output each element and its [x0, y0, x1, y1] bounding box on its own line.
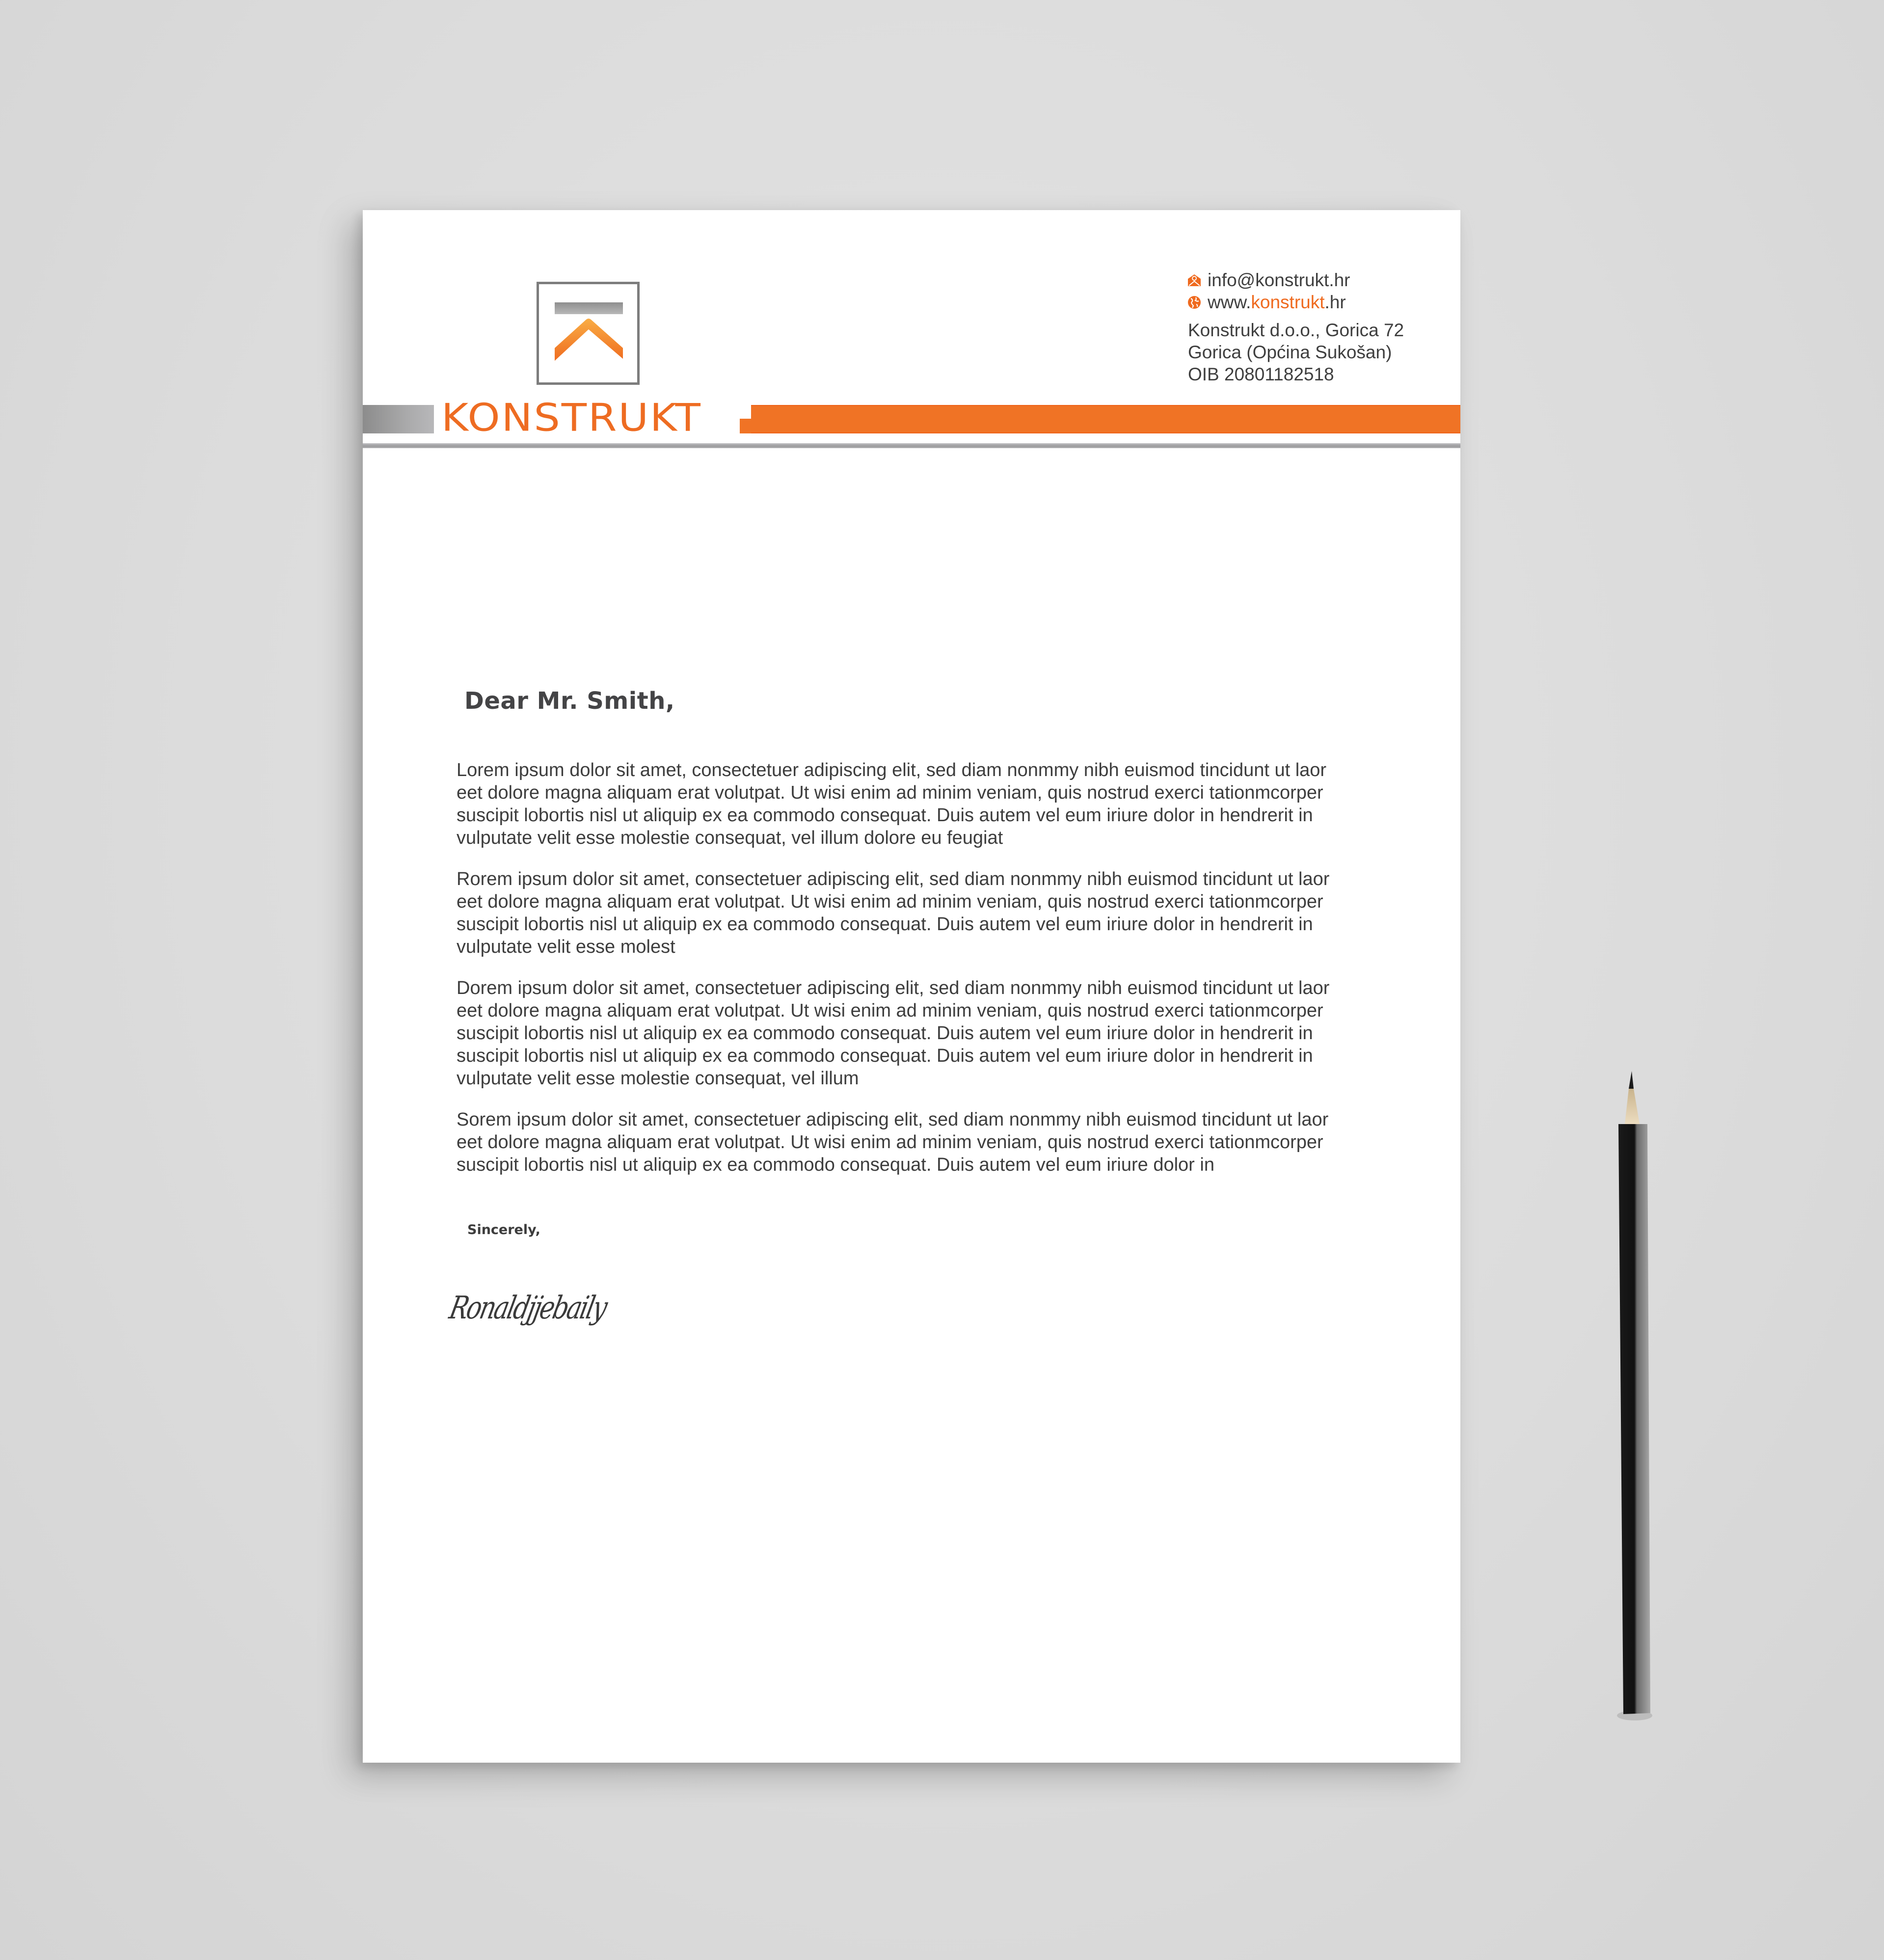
text-line: eet dolore magna aliquam erat volutpat. Ut wisi enim ad minim veniam, quis nostrud exerci tationmcorper	[457, 782, 1323, 803]
header-band-gray	[363, 405, 434, 433]
contact-block	[1187, 269, 1404, 385]
paragraph	[457, 1108, 1362, 1176]
closing: Sincerely,	[467, 1222, 540, 1237]
text-line: eet dolore magna aliquam erat volutpat. Ut wisi enim ad minim veniam, quis nostrud exerci tationmcorper	[457, 1000, 1323, 1021]
company-oib: OIB 20801182518	[1188, 364, 1334, 384]
salutation: Dear Mr. Smith,	[464, 687, 675, 715]
text-line: suscipit lobortis nisl ut aliquip ex ea commodo consequat. Duis autem vel eum iriure dolor in	[457, 1155, 1214, 1175]
text-line: vulputate velit esse molestie consequat, vel illum	[457, 1068, 859, 1089]
signature: Ronaldjjebaily	[446, 1290, 610, 1326]
text-line: eet dolore magna aliquam erat volutpat. Ut wisi enim ad minim veniam, quis nostrud exerci tationmcorper	[457, 1132, 1323, 1153]
roof-chevron-logo-icon	[539, 284, 637, 382]
text-line: vulputate velit esse molest	[457, 937, 675, 957]
paragraph	[457, 868, 1362, 958]
text-line: Lorem ipsum dolor sit amet, consectetuer adipiscing elit, sed diam nonmmy nibh euismod tincidunt ut laor	[457, 760, 1327, 780]
header-band-orange	[751, 405, 1460, 433]
paragraph	[457, 759, 1362, 849]
brand-name: KONSTRUKT	[441, 395, 702, 440]
logo-box	[537, 282, 640, 385]
contact-email	[1187, 269, 1404, 291]
contact-website	[1187, 291, 1404, 313]
paragraph	[457, 977, 1362, 1090]
text-line: suscipit lobortis nisl ut aliquip ex ea commodo consequat. Duis autem vel eum iriure dolor in hendrerit in	[457, 914, 1313, 935]
address-line: Konstrukt d.o.o., Gorica 72	[1188, 320, 1404, 340]
text-line: suscipit lobortis nisl ut aliquip ex ea commodo consequat. Duis autem vel eum iriure dolor in hendrerit in	[457, 1046, 1313, 1066]
email-text: info@konstrukt.hr	[1208, 270, 1350, 290]
pencil-icon	[1610, 1065, 1659, 1723]
text-line: Dorem ipsum dolor sit amet, consectetuer adipiscing elit, sed diam nonmmy nibh euismod tincidunt ut laor	[457, 978, 1330, 998]
globe-icon	[1187, 295, 1202, 310]
text-line: Rorem ipsum dolor sit amet, consectetuer adipiscing elit, sed diam nonmmy nibh euismod tincidunt ut laor	[457, 869, 1330, 889]
header-rule	[363, 443, 1460, 448]
text-line: eet dolore magna aliquam erat volutpat. Ut wisi enim ad minim veniam, quis nostrud exerci tationmcorper	[457, 891, 1323, 912]
address-line: Gorica (Općina Sukošan)	[1188, 342, 1392, 362]
letterhead-paper	[363, 210, 1460, 1763]
company-address	[1187, 319, 1404, 385]
envelope-icon	[1187, 273, 1202, 288]
text-line: suscipit lobortis nisl ut aliquip ex ea commodo consequat. Duis autem vel eum iriure dolor in hendrerit in	[457, 1023, 1313, 1044]
website-text: www.konstrukt.hr	[1208, 292, 1346, 312]
text-line: suscipit lobortis nisl ut aliquip ex ea commodo consequat. Duis autem vel eum iriure dolor in hendrerit in	[457, 805, 1313, 826]
letter-body	[457, 759, 1362, 1195]
text-line: Sorem ipsum dolor sit amet, consectetuer adipiscing elit, sed diam nonmmy nibh euismod tincidunt ut laor	[457, 1109, 1329, 1130]
text-line: vulputate velit esse molestie consequat, vel illum dolore eu feugiat	[457, 828, 1003, 848]
